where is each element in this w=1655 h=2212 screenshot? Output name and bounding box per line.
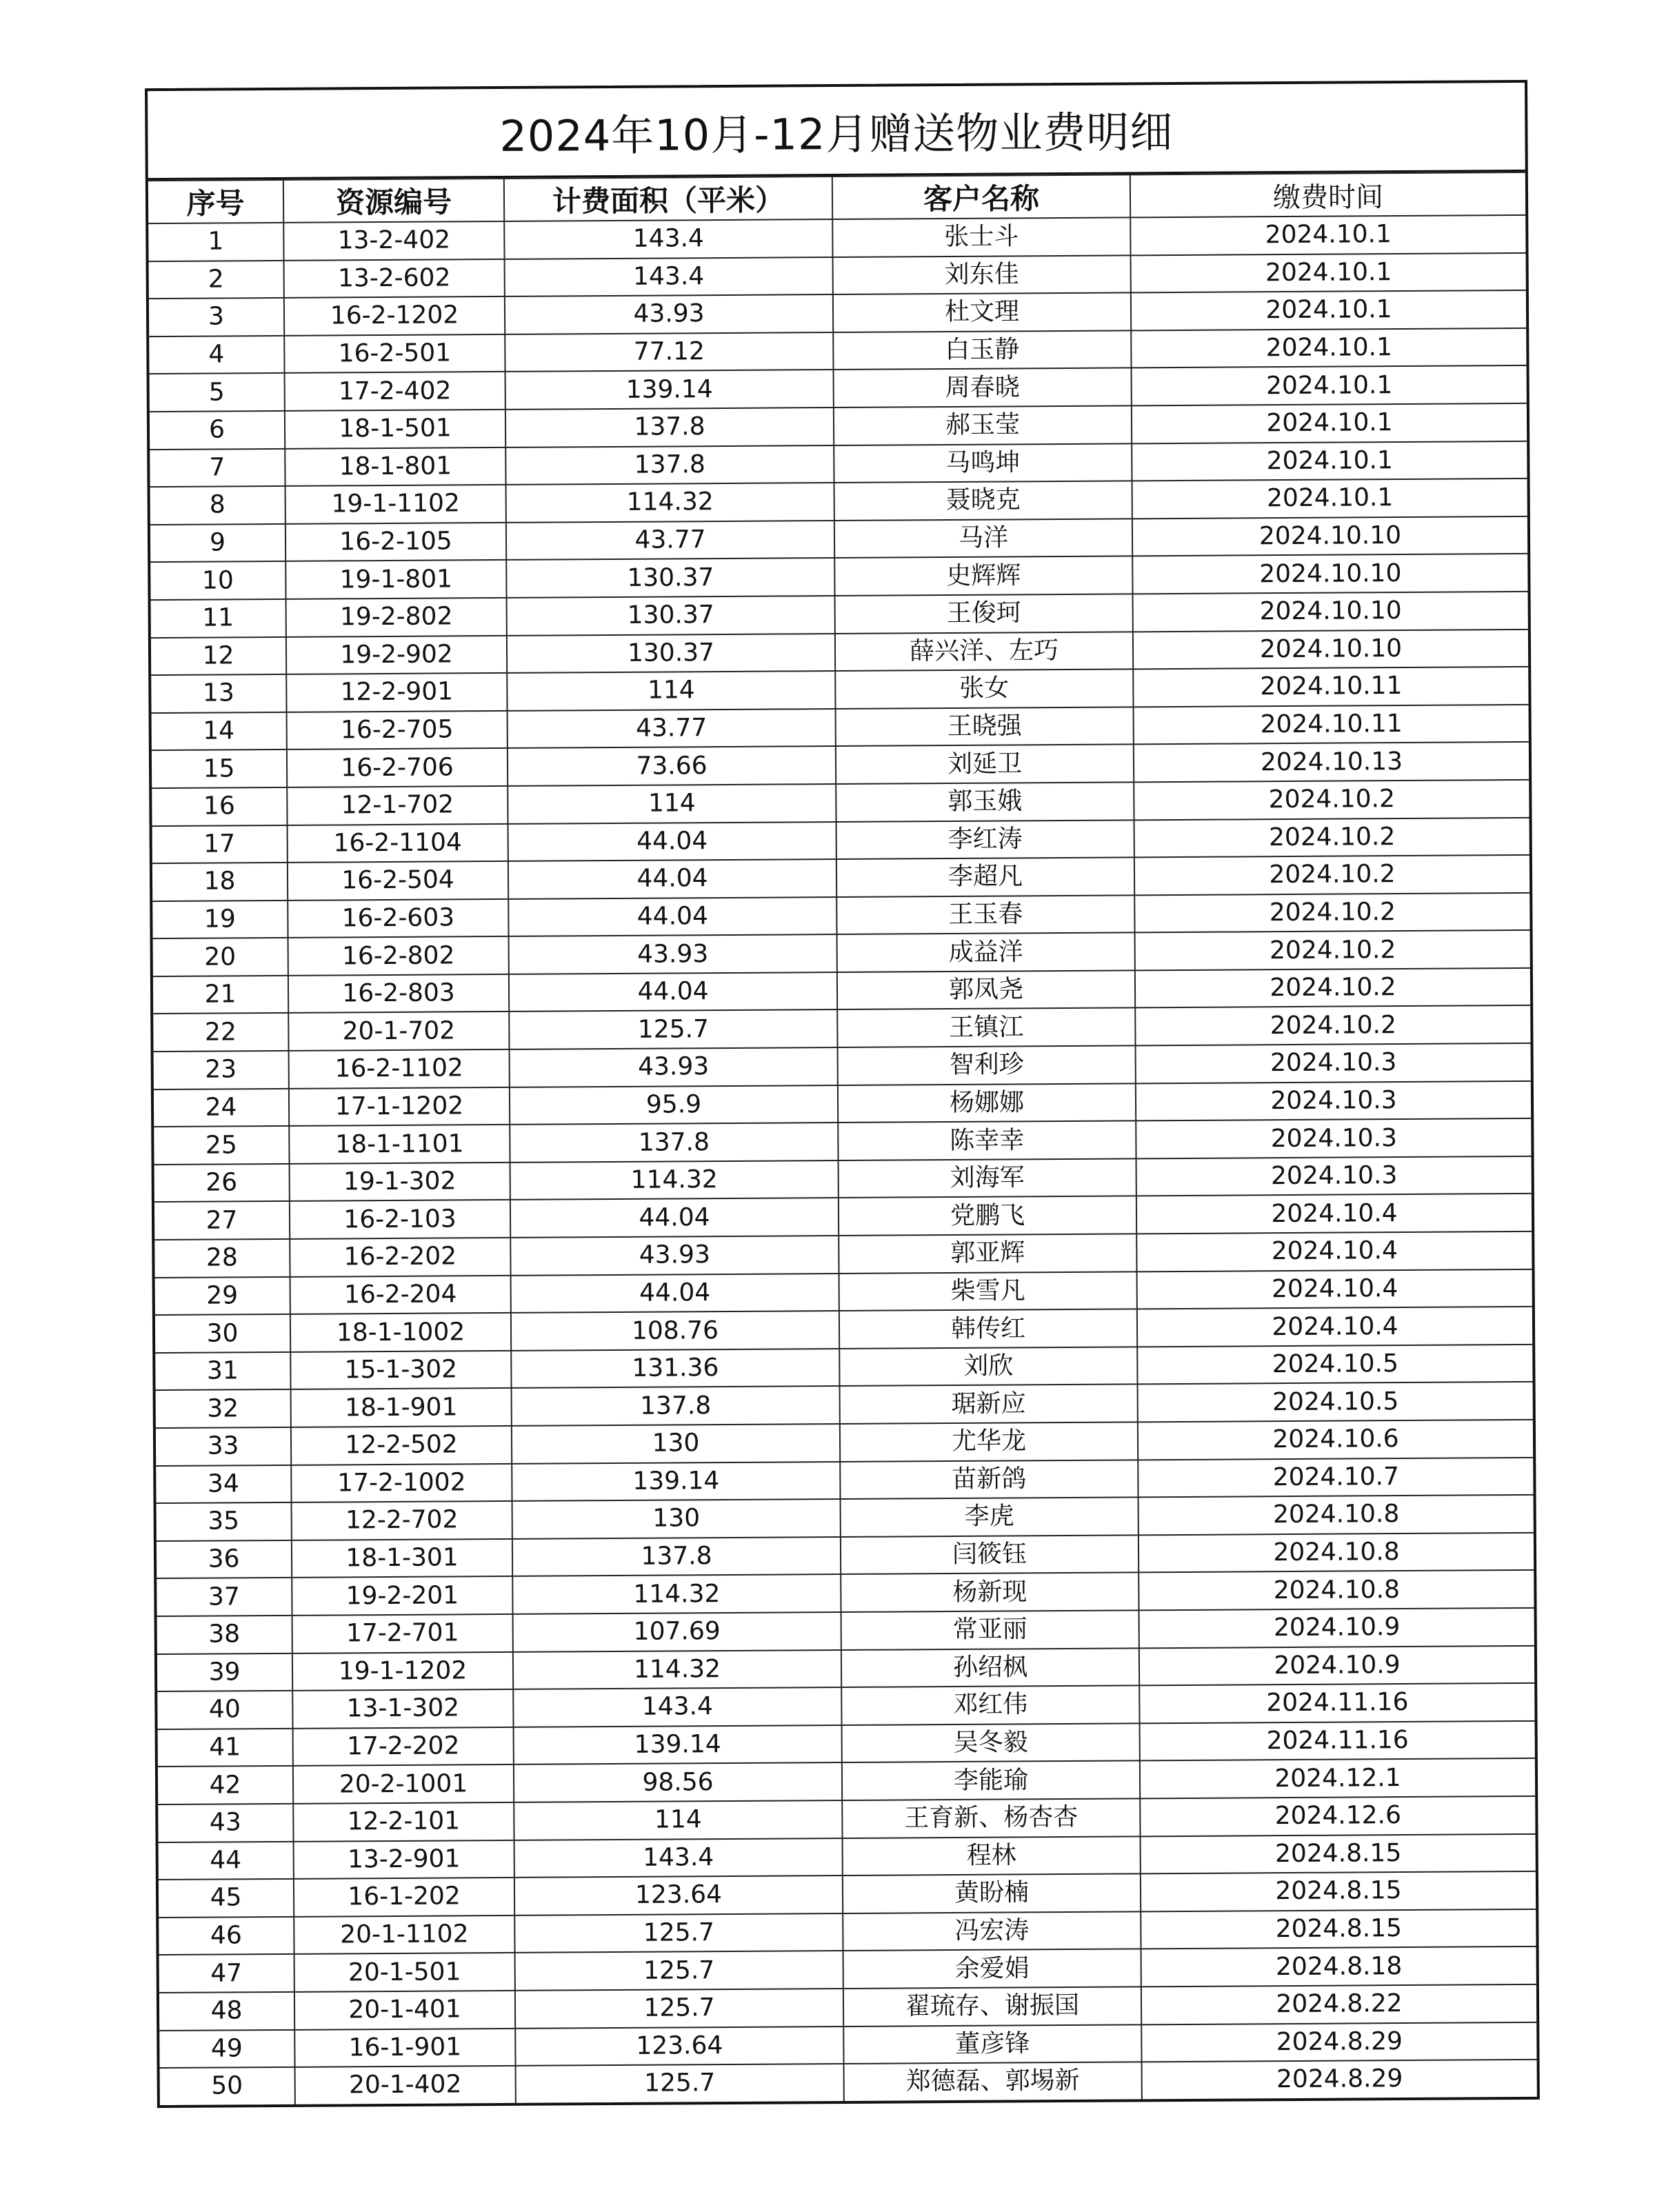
row-index: 50 [160, 2067, 295, 2105]
resource-code: 20-1-702 [288, 1012, 509, 1051]
customer-name: 王育新、杨杏杏 [842, 1798, 1140, 1838]
customer-name: 薛兴洋、左巧 [835, 632, 1133, 671]
billing-area: 125.7 [509, 1009, 837, 1049]
customer-name: 王晓强 [836, 707, 1134, 746]
header-index: 序号 [148, 180, 283, 223]
billing-area: 125.7 [515, 1951, 843, 1991]
resource-code: 18-1-1002 [290, 1313, 511, 1352]
billing-area: 114 [507, 671, 835, 711]
customer-name: 王玉春 [836, 895, 1134, 934]
resource-code: 19-2-902 [286, 635, 507, 674]
resource-code: 17-2-1002 [291, 1464, 512, 1503]
billing-area: 139.14 [514, 1725, 842, 1765]
customer-name: 史辉辉 [834, 556, 1132, 596]
customer-name: 刘海军 [839, 1158, 1136, 1198]
resource-code: 19-2-802 [286, 598, 507, 637]
row-index: 21 [153, 976, 288, 1014]
row-index: 29 [155, 1276, 290, 1315]
row-index: 25 [154, 1126, 289, 1165]
billing-area: 43.77 [506, 521, 834, 561]
resource-code: 16-2-706 [287, 748, 508, 787]
resource-code: 19-2-201 [292, 1576, 512, 1616]
resource-code: 16-2-705 [287, 711, 508, 750]
billing-area: 43.93 [509, 934, 837, 974]
billing-area: 43.93 [510, 1236, 839, 1276]
payment-time: 2024.10.2 [1134, 780, 1529, 820]
payment-time: 2024.10.10 [1132, 554, 1527, 594]
row-index: 43 [158, 1804, 293, 1842]
customer-name: 李超凡 [836, 857, 1134, 896]
row-index: 22 [153, 1013, 288, 1052]
customer-name: 杨娜娜 [838, 1083, 1136, 1123]
billing-area: 130.37 [506, 558, 834, 598]
customer-name: 王镇江 [837, 1008, 1135, 1047]
customer-name: 邓红伟 [841, 1686, 1139, 1725]
header-resource-code: 资源编号 [283, 179, 504, 223]
payment-time: 2024.10.4 [1137, 1307, 1532, 1347]
customer-name: 张士斗 [832, 217, 1130, 257]
resource-code: 18-1-901 [291, 1388, 512, 1427]
payment-time: 2024.10.4 [1137, 1269, 1532, 1309]
billing-area: 143.4 [504, 219, 832, 259]
payment-time: 2024.10.3 [1136, 1081, 1531, 1121]
payment-time: 2024.12.1 [1140, 1758, 1535, 1798]
resource-code: 16-1-202 [294, 1878, 514, 1917]
row-index: 9 [150, 524, 285, 563]
customer-name: 董彦锋 [843, 2024, 1141, 2064]
payment-time: 2024.10.9 [1139, 1608, 1534, 1648]
billing-area: 125.7 [515, 1989, 843, 2029]
payment-time: 2024.10.2 [1135, 930, 1530, 970]
header-customer-name: 客户名称 [832, 174, 1130, 219]
resource-code: 20-1-501 [294, 1953, 515, 1992]
billing-area: 131.36 [511, 1349, 839, 1389]
resource-code: 18-1-301 [292, 1539, 512, 1578]
customer-name: 刘延卫 [836, 745, 1134, 784]
resource-code: 15-1-302 [290, 1351, 511, 1390]
row-index: 47 [159, 1954, 294, 1993]
row-index: 33 [156, 1427, 291, 1466]
row-index: 44 [159, 1841, 294, 1880]
customer-name: 郭玉娥 [836, 782, 1134, 821]
row-index: 32 [156, 1389, 291, 1428]
billing-area: 130 [512, 1499, 841, 1539]
customer-name: 郭亚辉 [839, 1234, 1136, 1273]
resource-code: 13-1-302 [292, 1689, 513, 1729]
payment-time: 2024.10.8 [1139, 1533, 1534, 1573]
billing-area: 44.04 [511, 1274, 839, 1314]
resource-code: 17-2-701 [292, 1614, 513, 1653]
row-index: 2 [149, 260, 284, 299]
billing-area: 137.8 [505, 408, 834, 448]
payment-time: 2024.10.7 [1138, 1457, 1533, 1497]
payment-time: 2024.10.2 [1134, 893, 1529, 933]
payment-time: 2024.10.2 [1134, 855, 1529, 895]
resource-code: 16-2-204 [290, 1276, 511, 1315]
customer-name: 李红涛 [836, 820, 1134, 859]
billing-area: 137.8 [505, 445, 834, 485]
customer-name: 郑德磊、郭埸新 [844, 2062, 1142, 2100]
payment-time: 2024.10.8 [1139, 1495, 1534, 1535]
payment-time: 2024.10.1 [1131, 328, 1526, 368]
row-index: 17 [152, 825, 288, 863]
resource-code: 17-2-402 [285, 372, 505, 411]
customer-name: 周春晓 [834, 368, 1132, 408]
payment-time: 2024.10.10 [1132, 516, 1527, 556]
payment-time: 2024.10.10 [1133, 592, 1528, 632]
customer-name: 李虎 [841, 1498, 1139, 1537]
billing-area: 125.7 [514, 1913, 843, 1953]
customer-name: 刘欣 [839, 1347, 1137, 1386]
resource-code: 16-2-105 [285, 523, 506, 562]
payment-time: 2024.10.1 [1131, 252, 1526, 292]
resource-code: 16-2-1104 [288, 823, 508, 863]
payment-time: 2024.8.15 [1141, 1871, 1536, 1911]
resource-code: 12-2-702 [292, 1501, 512, 1540]
resource-code: 19-1-302 [290, 1163, 510, 1202]
payment-time: 2024.10.11 [1133, 667, 1528, 707]
row-index: 6 [150, 411, 285, 450]
payment-time: 2024.10.1 [1132, 479, 1527, 519]
payment-time: 2024.10.1 [1132, 441, 1527, 481]
row-index: 1 [148, 223, 283, 261]
row-index: 30 [155, 1314, 290, 1353]
billing-area: 108.76 [511, 1311, 839, 1351]
row-index: 8 [150, 486, 285, 525]
resource-code: 12-2-101 [293, 1802, 514, 1842]
row-index: 28 [154, 1239, 290, 1278]
customer-name: 柴雪凡 [839, 1271, 1137, 1311]
billing-area: 114.32 [506, 483, 834, 523]
payment-time: 2024.10.8 [1139, 1570, 1534, 1610]
customer-name: 马洋 [834, 519, 1132, 558]
customer-name: 翟琉存、谢振国 [843, 1987, 1141, 2026]
payment-time: 2024.10.3 [1136, 1156, 1532, 1196]
row-index: 20 [153, 938, 288, 976]
header-billing-area: 计费面积（平米） [504, 177, 832, 221]
row-index: 37 [157, 1578, 292, 1616]
resource-code: 20-1-401 [294, 1991, 515, 2030]
billing-area: 139.14 [512, 1462, 840, 1502]
billing-area: 143.4 [505, 257, 833, 297]
customer-name: 党鹏飞 [839, 1196, 1136, 1236]
resource-code: 16-2-501 [284, 334, 505, 374]
payment-time: 2024.11.16 [1140, 1721, 1535, 1761]
billing-area: 123.64 [514, 1876, 843, 1916]
payment-time: 2024.10.11 [1134, 705, 1529, 745]
payment-time: 2024.10.10 [1133, 629, 1528, 669]
row-index: 18 [152, 863, 288, 901]
billing-area: 43.93 [510, 1047, 838, 1087]
billing-area: 114.32 [510, 1160, 839, 1200]
customer-name: 陈幸幸 [838, 1121, 1136, 1160]
payment-time: 2024.11.16 [1139, 1683, 1534, 1723]
billing-area: 95.9 [510, 1085, 838, 1125]
row-index: 15 [152, 750, 287, 788]
payment-time: 2024.10.9 [1139, 1645, 1534, 1685]
customer-name: 杨新现 [841, 1573, 1139, 1612]
row-index: 36 [157, 1540, 292, 1579]
row-index: 35 [157, 1502, 292, 1541]
customer-name: 李能瑜 [842, 1761, 1140, 1800]
row-index: 49 [159, 2029, 294, 2068]
billing-area: 130.37 [507, 634, 835, 674]
customer-name: 杜文理 [833, 293, 1131, 332]
resource-code: 12-2-901 [286, 673, 507, 712]
row-index: 16 [152, 787, 287, 826]
payment-time: 2024.10.2 [1135, 968, 1530, 1008]
customer-name: 刘东佳 [833, 255, 1131, 294]
payment-time: 2024.8.15 [1141, 1909, 1536, 1949]
customer-name: 韩传红 [839, 1309, 1137, 1349]
payment-time: 2024.12.6 [1140, 1796, 1535, 1836]
row-index: 46 [159, 1917, 294, 1955]
billing-area: 44.04 [508, 859, 836, 899]
row-index: 14 [152, 712, 287, 751]
resource-code: 16-2-1102 [289, 1049, 510, 1089]
row-index: 7 [150, 448, 285, 487]
billing-area: 107.69 [513, 1612, 841, 1652]
row-index: 3 [149, 298, 284, 336]
billing-area: 114.32 [513, 1650, 841, 1690]
customer-name: 黄盼楠 [843, 1873, 1141, 1913]
customer-name: 冯宏涛 [843, 1911, 1141, 1951]
fee-table [148, 172, 1537, 2105]
row-index: 5 [150, 373, 285, 412]
customer-name: 琚新应 [840, 1385, 1138, 1424]
resource-code: 16-1-901 [294, 2028, 515, 2067]
resource-code: 18-1-801 [285, 448, 505, 487]
customer-name: 闫筱钰 [841, 1535, 1139, 1574]
billing-area: 44.04 [510, 1198, 839, 1238]
row-index: 45 [159, 1879, 294, 1918]
row-index: 10 [150, 561, 285, 600]
header-payment-time: 缴费时间 [1130, 172, 1525, 217]
row-index: 19 [152, 901, 288, 939]
row-index: 39 [157, 1653, 292, 1691]
billing-area: 73.66 [508, 746, 836, 786]
customer-name: 马鸣坤 [834, 443, 1132, 483]
payment-time: 2024.10.1 [1132, 365, 1527, 405]
document-title: 2024年10月-12月赠送物业费明细 [148, 83, 1525, 180]
billing-area: 130.37 [507, 596, 835, 636]
resource-code: 18-1-1101 [289, 1125, 510, 1164]
resource-code: 19-1-1202 [292, 1651, 513, 1691]
row-index: 12 [151, 636, 286, 675]
billing-area: 43.77 [508, 709, 836, 749]
resource-code: 19-1-801 [285, 560, 506, 599]
row-index: 4 [149, 336, 284, 374]
row-index: 41 [158, 1729, 293, 1767]
billing-area: 77.12 [505, 332, 833, 372]
payment-time: 2024.8.15 [1141, 1833, 1536, 1873]
payment-time: 2024.10.1 [1130, 215, 1525, 255]
row-index: 42 [158, 1766, 293, 1804]
billing-area: 137.8 [512, 1537, 841, 1577]
payment-time: 2024.10.2 [1134, 817, 1529, 857]
billing-area: 130 [512, 1424, 840, 1464]
billing-area: 123.64 [515, 2026, 843, 2066]
resource-code: 13-2-602 [284, 259, 505, 299]
resource-code: 16-2-803 [288, 974, 509, 1014]
resource-code: 16-2-1202 [284, 296, 505, 336]
payment-time: 2024.10.4 [1136, 1194, 1532, 1234]
customer-name: 王俊珂 [835, 594, 1133, 633]
resource-code: 12-2-502 [291, 1426, 512, 1465]
payment-time: 2024.8.29 [1141, 2022, 1536, 2062]
billing-area: 114 [508, 784, 836, 824]
resource-code: 18-1-501 [285, 410, 505, 449]
customer-name: 成益洋 [837, 933, 1135, 972]
resource-code: 13-2-402 [283, 221, 504, 261]
billing-area: 98.56 [514, 1762, 842, 1802]
resource-code: 16-2-202 [290, 1238, 510, 1277]
billing-area: 137.8 [512, 1386, 840, 1426]
payment-time: 2024.10.1 [1131, 290, 1526, 330]
customer-name: 郭凤尧 [837, 970, 1135, 1009]
billing-area: 114 [514, 1800, 842, 1840]
resource-code: 16-2-504 [288, 861, 508, 901]
payment-time: 2024.10.3 [1136, 1043, 1531, 1083]
resource-code: 20-2-1001 [293, 1764, 514, 1804]
billing-area: 44.04 [508, 897, 836, 937]
resource-code: 12-1-702 [287, 786, 508, 825]
customer-name: 张女 [835, 670, 1133, 709]
resource-code: 16-2-802 [288, 936, 509, 976]
fee-detail-sheet [145, 80, 1540, 2108]
customer-name: 程林 [843, 1836, 1141, 1876]
table-body [148, 215, 1537, 2105]
customer-name: 苗新鸽 [840, 1460, 1138, 1499]
payment-time: 2024.10.5 [1138, 1382, 1533, 1422]
billing-area: 143.4 [513, 1687, 841, 1727]
row-index: 11 [151, 599, 286, 638]
billing-area: 143.4 [514, 1838, 843, 1878]
billing-area: 44.04 [509, 972, 837, 1012]
payment-time: 2024.10.6 [1138, 1420, 1533, 1460]
row-index: 34 [156, 1465, 291, 1503]
payment-time: 2024.10.13 [1134, 742, 1529, 782]
customer-name: 孙绍枫 [841, 1648, 1139, 1687]
billing-area: 125.7 [516, 2064, 844, 2103]
customer-name: 郝玉莹 [834, 405, 1132, 445]
resource-code: 16-2-103 [290, 1200, 510, 1239]
resource-code: 20-1-402 [295, 2066, 516, 2104]
payment-time: 2024.10.3 [1136, 1118, 1531, 1158]
billing-area: 139.14 [505, 370, 834, 410]
payment-time: 2024.10.2 [1135, 1005, 1530, 1045]
payment-time: 2024.8.29 [1142, 2060, 1537, 2099]
row-index: 23 [154, 1051, 289, 1089]
payment-time: 2024.10.1 [1132, 403, 1527, 443]
payment-time: 2024.8.18 [1141, 1947, 1536, 1987]
customer-name: 余爱娟 [843, 1949, 1141, 1989]
resource-code: 17-1-1202 [289, 1087, 510, 1127]
customer-name: 吴冬毅 [842, 1723, 1140, 1762]
billing-area: 137.8 [510, 1123, 838, 1163]
table-row [160, 2060, 1537, 2105]
resource-code: 20-1-1102 [294, 1916, 514, 1955]
row-index: 31 [155, 1352, 290, 1391]
customer-name: 白玉静 [833, 330, 1131, 370]
row-index: 40 [157, 1691, 292, 1729]
row-index: 48 [159, 1992, 294, 2031]
resource-code: 19-1-1102 [285, 485, 506, 524]
billing-area: 43.93 [505, 294, 833, 334]
resource-code: 16-2-603 [288, 899, 508, 938]
customer-name: 智利珍 [838, 1045, 1136, 1085]
billing-area: 114.32 [512, 1574, 841, 1614]
row-index: 24 [154, 1089, 289, 1127]
customer-name: 聂晓克 [834, 481, 1132, 521]
customer-name: 尤华龙 [840, 1422, 1138, 1461]
resource-code: 17-2-202 [293, 1727, 514, 1767]
billing-area: 44.04 [508, 822, 836, 862]
row-index: 26 [154, 1164, 290, 1203]
payment-time: 2024.10.5 [1137, 1345, 1532, 1385]
customer-name: 常亚丽 [841, 1610, 1139, 1649]
resource-code: 13-2-901 [294, 1840, 514, 1879]
row-index: 27 [154, 1201, 290, 1240]
payment-time: 2024.10.4 [1136, 1231, 1532, 1271]
row-index: 13 [151, 674, 286, 713]
payment-time: 2024.8.22 [1141, 1984, 1536, 2024]
row-index: 38 [157, 1616, 292, 1654]
